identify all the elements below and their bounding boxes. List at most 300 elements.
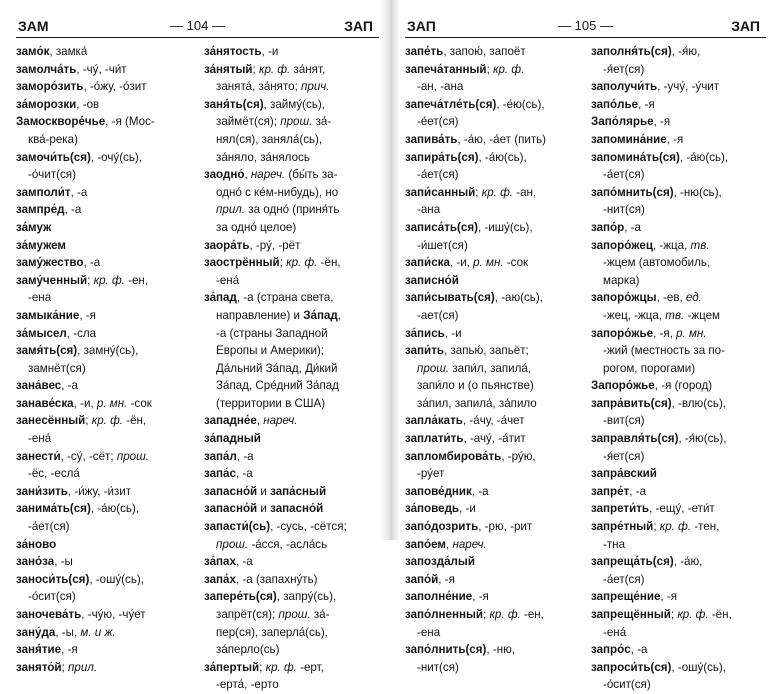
- entry-text: -ена́: [603, 625, 627, 639]
- entry-continuation: [405, 395, 583, 413]
- dictionary-entry: [591, 483, 769, 501]
- headword: запо́й: [405, 572, 439, 586]
- entry-continuation: [591, 272, 769, 290]
- entry-continuation: [204, 536, 382, 554]
- dictionary-entry: [204, 483, 382, 501]
- dictionary-entry: [16, 412, 198, 430]
- dictionary-entry: [16, 78, 198, 96]
- grammar-label: прил.: [68, 660, 98, 674]
- entry-continuation: [204, 325, 382, 343]
- entry-text: , -ню,: [486, 643, 516, 657]
- headword: запреща́ть(ся): [591, 555, 674, 569]
- headword: за́пись: [405, 326, 445, 340]
- entry-text: , запру́(сь),: [276, 590, 337, 604]
- entry-text: -о́сит(ся): [603, 678, 651, 692]
- dictionary-entry: [405, 430, 583, 448]
- headword: запасно́й: [204, 484, 258, 498]
- entry-continuation: [16, 166, 198, 184]
- headword: зампре́д: [16, 203, 65, 217]
- entry-text: , -я: [79, 308, 96, 322]
- headword: за́нятость: [204, 45, 262, 58]
- entry-continuation: [405, 78, 583, 96]
- headword: занято́й: [16, 660, 62, 674]
- entry-text: одно́ с ке́м-нибудь), но: [216, 185, 339, 199]
- entry-continuation: [591, 61, 769, 79]
- entry-text: , -я́ю(сь),: [678, 432, 727, 446]
- entry-text: нял(ся), заняла́(сь),: [216, 132, 323, 146]
- entry-text: , -я́ю,: [671, 45, 701, 58]
- grammar-label: кр. ф.: [489, 608, 521, 621]
- entry-text: , -су́, -сёт;: [60, 449, 117, 463]
- dictionary-entry: [16, 307, 198, 325]
- headword: западне́е: [204, 414, 257, 428]
- entry-text: -нит(ся): [603, 203, 645, 217]
- entry-text: -я́ет(ся): [603, 62, 645, 76]
- dictionary-entry: [405, 641, 583, 659]
- dictionary-entry: [16, 624, 198, 642]
- dictionary-entry: [16, 201, 198, 219]
- dictionary-entry: [591, 96, 769, 114]
- grammar-label: кр. ф.: [493, 62, 525, 76]
- dictionary-entry: [16, 571, 198, 589]
- grammar-label: прош.: [116, 449, 149, 463]
- headword: заодно́: [204, 168, 245, 182]
- entry-continuation: [405, 166, 583, 184]
- grammar-label: прош.: [417, 361, 450, 375]
- dictionary-entry: [16, 395, 198, 413]
- headword: записа́ть(ся): [405, 220, 478, 234]
- entry-text: , -а: [236, 449, 254, 463]
- dictionary-entry: [204, 61, 382, 79]
- dictionary-entry: [204, 448, 382, 466]
- entry-continuation: [204, 624, 382, 642]
- entry-text: , -очу́(сь),: [90, 150, 142, 164]
- headword: запро́с: [591, 643, 631, 657]
- grammar-label: кр. ф.: [286, 256, 318, 270]
- headword: запозда́лый: [405, 555, 475, 569]
- headword: заполне́ние: [405, 590, 473, 604]
- headword: заму́жество: [16, 256, 84, 270]
- entry-text: замнёт(ся): [28, 361, 86, 375]
- headword: запо́дозрить: [405, 520, 479, 534]
- dictionary-entry: [591, 184, 769, 202]
- dictionary-entry: [204, 588, 382, 606]
- headword: запеча́тле́ть(ся): [405, 97, 497, 111]
- grammar-label: прил.: [216, 203, 246, 217]
- dictionary-entry: [405, 412, 583, 430]
- headword: заноси́ть(ся): [16, 572, 90, 586]
- headword: занима́ть(ся): [16, 502, 91, 516]
- dictionary-entry: [405, 448, 583, 466]
- grammar-label: р. мн.: [473, 256, 504, 270]
- entry-text: -а́сся, -асла́сь: [248, 537, 328, 551]
- dictionary-entry: [405, 518, 583, 536]
- headword: заполня́ть(ся): [591, 45, 672, 58]
- entry-text: , -я (Мос-: [105, 115, 155, 129]
- entry-text: -ен,: [124, 273, 149, 287]
- entry-continuation: [204, 395, 382, 413]
- headword: записно́й: [405, 273, 459, 287]
- dictionary-entry: [16, 553, 198, 571]
- entry-continuation: [204, 360, 382, 378]
- grammar-label: р. мн.: [96, 396, 128, 410]
- dictionary-entry: [16, 113, 198, 131]
- entry-text: , -аю(сь),: [494, 291, 543, 305]
- dictionary-entry: [405, 325, 583, 343]
- entry-text: -ан, -ана: [417, 80, 464, 94]
- entry-text: ;: [61, 660, 69, 674]
- headword: запре́т: [591, 484, 630, 498]
- headword: занести́: [16, 449, 61, 463]
- headword: за́пертый: [204, 660, 260, 674]
- right-page: [387, 0, 774, 692]
- entry-text: Да́льний За́пад, Ди́кий: [216, 361, 338, 375]
- entry-text: ;: [279, 256, 287, 270]
- entry-text: , -сусь, -сётся;: [270, 520, 347, 534]
- dictionary-entry: [204, 571, 382, 589]
- entry-text: -ена́: [216, 273, 240, 287]
- headword: запасно́й: [270, 502, 324, 516]
- entry-text: -нит(ся): [417, 660, 459, 674]
- grammar-label: прич.: [301, 80, 330, 94]
- entry-text: , -жца,: [652, 238, 691, 252]
- dictionary-entry: [591, 149, 769, 167]
- entry-text: за́нят,: [290, 62, 326, 76]
- entry-text: , -а: [235, 467, 253, 481]
- headword: за́мужем: [16, 238, 67, 252]
- dictionary-entry: [16, 254, 198, 272]
- entry-text: -сок: [127, 396, 152, 410]
- headword: заму́ченный: [16, 273, 88, 287]
- left-header-last-word: ЗАП: [344, 18, 373, 34]
- dictionary-entry: [16, 219, 198, 237]
- dictionary-entry: [204, 289, 382, 307]
- dictionary-entry: [405, 131, 583, 149]
- entry-text: -ан,: [513, 185, 537, 199]
- headword: запи́ть: [405, 344, 444, 358]
- headword: за́пад: [204, 291, 237, 305]
- entry-text: занята́, за́нято;: [216, 80, 302, 94]
- dictionary-entry: [405, 606, 583, 624]
- entry-text: , -а́ю(сь),: [679, 150, 729, 164]
- entry-text: , -ошу́(сь),: [89, 572, 144, 586]
- headword: запа́л: [204, 449, 237, 463]
- entry-text: -ён,: [317, 256, 341, 270]
- dictionary-entry: [204, 43, 382, 61]
- headword: замолча́ть: [16, 62, 77, 76]
- headword: запо́лнить(ся): [405, 643, 487, 657]
- dictionary-entry: [591, 465, 769, 483]
- entry-text: ;: [486, 62, 494, 76]
- headword: запреще́ние: [591, 590, 661, 604]
- entry-text: , -а́ю(сь),: [478, 150, 527, 164]
- entry-continuation: [405, 201, 583, 219]
- entry-text: -ена: [28, 291, 52, 305]
- grammar-label: кр. ф.: [93, 273, 125, 287]
- headword: запомина́ть(ся): [591, 150, 680, 164]
- entry-text: марка): [603, 273, 640, 287]
- entry-text: , -я: [61, 643, 78, 657]
- entry-text: ;: [653, 520, 660, 534]
- entry-text: -а́ет(ся): [603, 168, 645, 182]
- headword: Замоскворе́чье: [16, 115, 106, 129]
- entry-text: , -ев,: [656, 291, 686, 305]
- entry-text: ;: [483, 608, 490, 621]
- entry-text: , -а: [630, 643, 648, 657]
- grammar-label: кр. ф.: [91, 414, 124, 428]
- entry-text: -вит(ся): [603, 414, 645, 428]
- headword: за́морозки: [16, 97, 77, 111]
- entry-continuation: [16, 360, 198, 378]
- headword: запа́сный: [270, 484, 327, 498]
- dictionary-entry: [16, 483, 198, 501]
- entry-text: (бы́ть за-: [285, 168, 338, 182]
- entry-text: , -а: [70, 185, 88, 199]
- entry-continuation: [204, 149, 382, 167]
- headword: заполучи́ть: [591, 80, 658, 94]
- entry-text: за́-: [312, 115, 332, 129]
- dictionary-entry: [16, 377, 198, 395]
- entry-text: за́-: [310, 608, 330, 621]
- headword: запи́ска: [405, 256, 450, 270]
- headword: запива́ть: [405, 132, 458, 146]
- entry-text: , -ру́ю,: [501, 449, 536, 463]
- left-column-1: [16, 43, 198, 676]
- entry-continuation: [591, 624, 769, 642]
- headword: запира́ть(ся): [405, 150, 479, 164]
- dictionary-entry: [16, 237, 198, 255]
- entry-text: , -учу́, -у́чит: [657, 80, 720, 94]
- headword: заплати́ть: [405, 432, 464, 446]
- entry-text: , -сла: [66, 326, 97, 340]
- entry-text: , -я: [638, 97, 655, 111]
- headword: запи́санный: [405, 185, 476, 199]
- entry-text: , -а: [64, 203, 82, 217]
- headword: запломбирова́ть: [405, 449, 502, 463]
- headword: запра́вский: [591, 467, 657, 481]
- entry-continuation: [591, 536, 769, 554]
- entry-text: запи́л, запила́,: [449, 361, 532, 375]
- headword: запрети́ть: [591, 502, 650, 516]
- dictionary-entry: [591, 219, 769, 237]
- entry-text: , -и,: [73, 396, 97, 410]
- dictionary-entry: [405, 254, 583, 272]
- dictionary-entry: [16, 641, 198, 659]
- entry-continuation: [591, 307, 769, 325]
- entry-text: ;: [252, 62, 259, 76]
- entry-continuation: [591, 201, 769, 219]
- headword: заня́ть(ся): [204, 97, 264, 111]
- entry-text: -о́чит(ся): [28, 168, 76, 182]
- headword: зану́да: [16, 625, 56, 639]
- dictionary-entry: [16, 61, 198, 79]
- headword: Запоро́жье: [591, 379, 655, 393]
- entry-text: -ана: [417, 203, 441, 217]
- entry-text: , -а (запахну́ть): [235, 572, 318, 586]
- grammar-label: кр. ф.: [481, 185, 513, 199]
- dictionary-entry: [405, 342, 583, 360]
- dictionary-entry: [591, 659, 769, 677]
- entry-text: , -я: [472, 590, 489, 604]
- dictionary-entry: [204, 430, 382, 448]
- entry-text: -а́ет(ся): [28, 520, 70, 534]
- entry-continuation: [405, 360, 583, 378]
- entry-text: , -и: [261, 45, 279, 58]
- entry-text: -ена́: [28, 432, 52, 446]
- entry-text: -жцем (автомобиль,: [603, 256, 711, 270]
- grammar-label: тв.: [690, 238, 710, 252]
- left-running-header: [16, 17, 379, 38]
- entry-text: ;: [259, 660, 266, 674]
- headword: запроси́ть(ся): [591, 660, 672, 674]
- dictionary-entry: [405, 536, 583, 554]
- entry-text: ,: [256, 414, 264, 428]
- right-page-number: — 105 —: [558, 18, 613, 33]
- left-column-2: [204, 43, 382, 694]
- entry-text: -ёс, -есла́: [28, 467, 80, 481]
- headword: запа́с: [204, 467, 236, 481]
- entry-continuation: [591, 448, 769, 466]
- entry-continuation: [204, 307, 382, 325]
- entry-text: , -и: [444, 326, 462, 340]
- entry-text: , -а (страна света,: [236, 291, 334, 305]
- headword: запере́ть(ся): [204, 590, 277, 604]
- grammar-label: нареч.: [263, 414, 298, 428]
- entry-continuation: [591, 254, 769, 272]
- dictionary-entry: [405, 500, 583, 518]
- entry-text: , -я: [660, 590, 677, 604]
- headword: запоро́жцы: [591, 291, 657, 305]
- entry-text: , -а́ю,: [673, 555, 703, 569]
- dictionary-entry: [16, 43, 198, 61]
- dictionary-entry: [204, 254, 382, 272]
- headword: запра́вить(ся): [591, 396, 672, 410]
- dictionary-entry: [591, 325, 769, 343]
- entry-text: -и́шет(ся): [417, 238, 468, 252]
- entry-text: , запью́, запьёт;: [444, 344, 529, 358]
- left-page: [0, 0, 387, 692]
- entry-text: -ает(ся): [417, 308, 459, 322]
- entry-continuation: [591, 571, 769, 589]
- headword: занаве́ска: [16, 396, 74, 410]
- entry-text: , -а: [61, 379, 78, 393]
- entry-text: , -ы: [54, 555, 73, 569]
- headword: зано́за: [16, 555, 55, 569]
- dictionary-entry: [591, 395, 769, 413]
- entry-continuation: [204, 219, 382, 237]
- entry-text: -ена: [417, 625, 441, 639]
- dictionary-entry: [405, 184, 583, 202]
- entry-text: ;: [85, 414, 92, 428]
- entry-text: , -о́жу, -о́зит: [83, 80, 147, 94]
- grammar-label: кр. ф.: [659, 520, 692, 534]
- headword: запоро́жец: [591, 238, 653, 252]
- dictionary-entry: [204, 166, 382, 184]
- entry-text: , -е́ю(сь),: [496, 97, 545, 111]
- dictionary-entry: [16, 149, 198, 167]
- entry-text: ,: [337, 308, 342, 322]
- right-column-1: [405, 43, 583, 676]
- entry-continuation: [204, 272, 382, 290]
- headword: заправля́ть(ся): [591, 432, 679, 446]
- right-header-first-word: ЗАП: [407, 18, 436, 34]
- entry-text: , -а: [629, 484, 647, 498]
- dictionary-entry: [591, 641, 769, 659]
- headword: запоро́жье: [591, 326, 654, 340]
- entry-text: , -а: [235, 555, 253, 569]
- entry-text: за́пил, запила́, за́пило: [417, 396, 537, 410]
- headword: запасно́й: [204, 502, 258, 516]
- right-header-last-word: ЗАП: [731, 18, 760, 34]
- entry-text: Европы и Америки);: [216, 344, 325, 358]
- entry-text: , -я: [653, 115, 671, 129]
- entry-continuation: [405, 377, 583, 395]
- headword: заострённый: [204, 256, 280, 270]
- entry-continuation: [16, 131, 198, 149]
- dictionary-entry: [16, 342, 198, 360]
- dictionary-entry: [591, 289, 769, 307]
- entry-continuation: [16, 588, 198, 606]
- entry-text: , замка́: [49, 45, 88, 58]
- headword: замочи́ть(ся): [16, 150, 91, 164]
- entry-text: займёт(ся);: [216, 115, 281, 129]
- dictionary-entry: [16, 184, 198, 202]
- dictionary-entry: [591, 430, 769, 448]
- headword: запла́кать: [405, 414, 463, 428]
- dictionary-entry: [16, 500, 198, 518]
- entry-text: ,: [446, 537, 453, 551]
- entry-text: за одно́ целое): [216, 220, 297, 234]
- entry-text: -ен,: [520, 608, 544, 621]
- dictionary-entry: [591, 588, 769, 606]
- entry-text: , -а: [83, 256, 101, 270]
- headword: за́поведь: [405, 502, 460, 516]
- entry-text: , -а: [624, 220, 641, 234]
- entry-continuation: [591, 360, 769, 378]
- entry-continuation: [405, 465, 583, 483]
- grammar-label: прош.: [216, 537, 249, 551]
- headword: запове́дник: [405, 484, 472, 498]
- entry-text: , -а́ю, -а́ет (пить): [457, 132, 547, 146]
- entry-text: запи́ло и (о пьянстве): [417, 379, 534, 393]
- entry-text: , -ню(сь),: [673, 185, 722, 199]
- dictionary-entry: [405, 43, 583, 61]
- headword: запомина́ние: [591, 132, 667, 146]
- dictionary-entry: [405, 61, 583, 79]
- dictionary-entry: [591, 606, 769, 624]
- headword: запрещённый: [591, 608, 671, 621]
- entry-text: , -чу́, -чи́т: [76, 62, 127, 76]
- right-column-2: [591, 43, 769, 694]
- entry-text: , -ещу́, -ети́т: [649, 502, 715, 516]
- dictionary-entry: [591, 131, 769, 149]
- entry-text: , -чу́ю, -чу́ет: [81, 608, 146, 621]
- headword: зана́вес: [16, 379, 62, 393]
- entry-continuation: [591, 342, 769, 360]
- dictionary-entry: [591, 518, 769, 536]
- dictionary-entry: [405, 553, 583, 571]
- entry-text: , -а: [471, 484, 489, 498]
- entry-text: -ерт,: [296, 660, 324, 674]
- dictionary-entry: [16, 448, 198, 466]
- entry-text: , -ачу́, -а́тит: [463, 432, 526, 446]
- dictionary-entry: [591, 113, 769, 131]
- entry-continuation: [405, 113, 583, 131]
- entry-text: , -а́ю(сь),: [90, 502, 140, 516]
- dictionary-entry: [204, 553, 382, 571]
- entry-continuation: [204, 676, 382, 694]
- dictionary-entry: [405, 219, 583, 237]
